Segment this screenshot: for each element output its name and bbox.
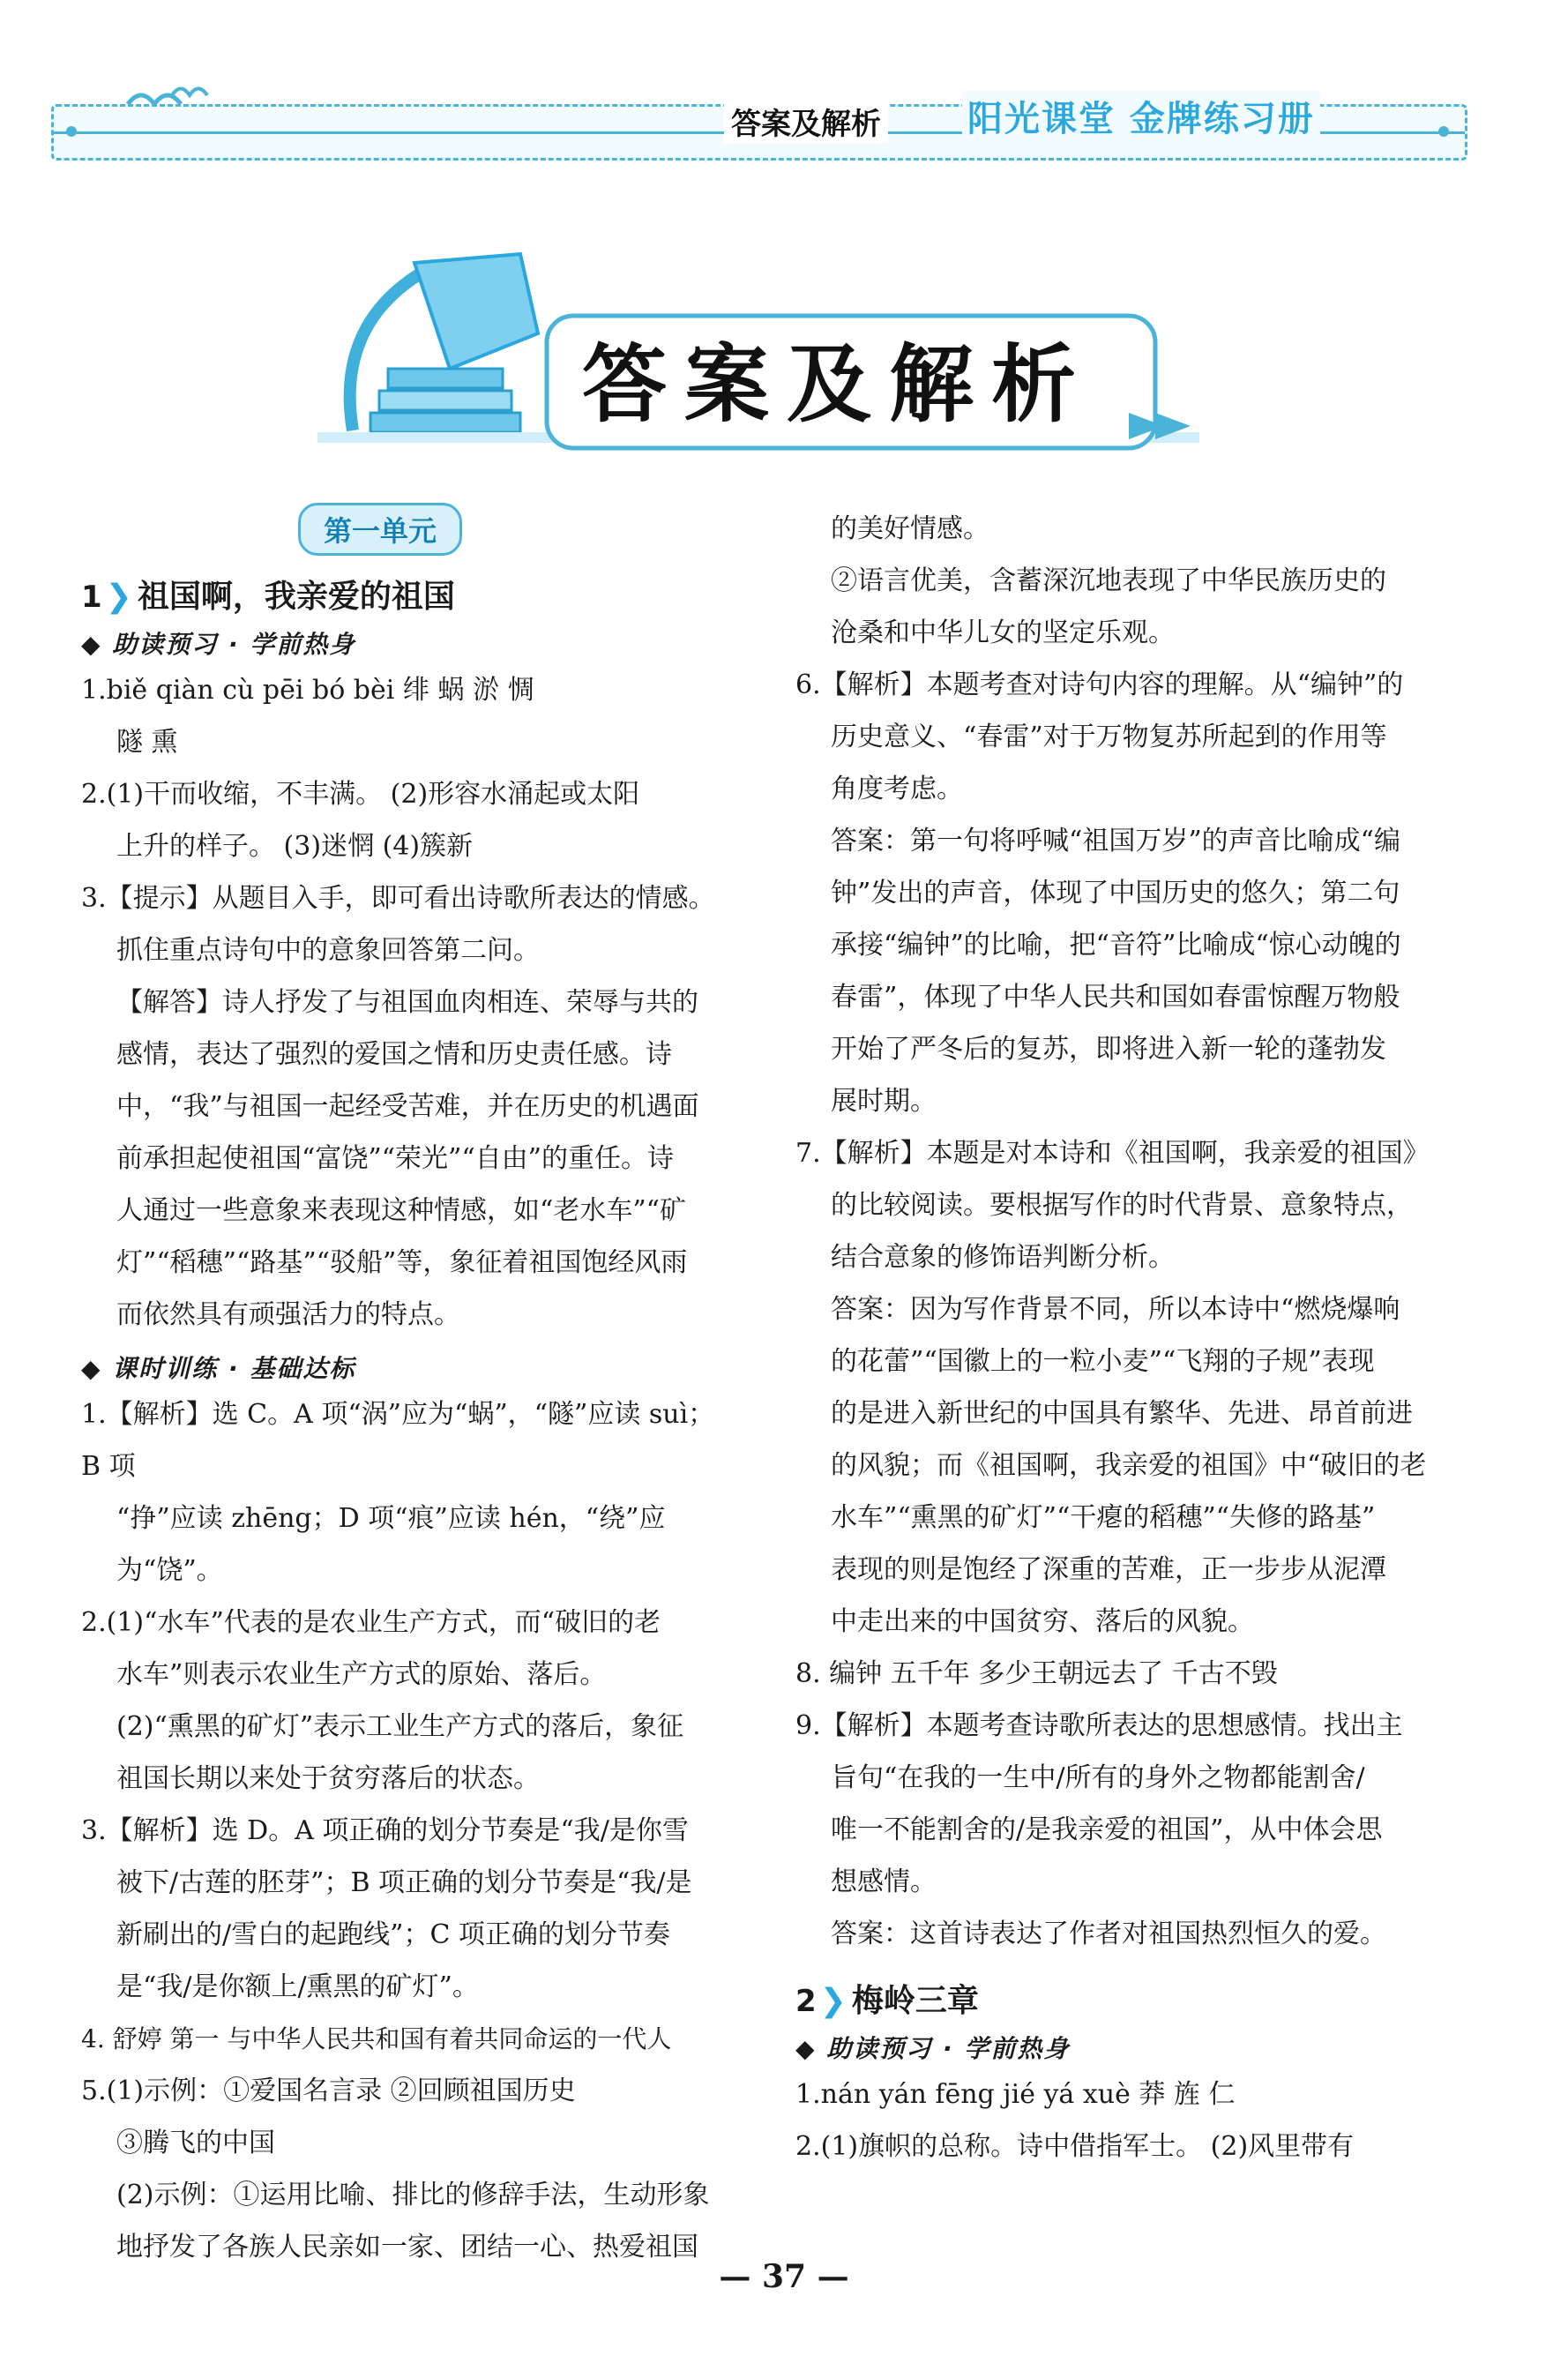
section-heading [81,1350,734,1385]
text-line: 6.【解析】本题考查对诗句内容的理解。从“编钟”的 [795,669,1404,700]
text-line: ③腾飞的中国 [116,2128,275,2158]
text-line: 表现的则是饱经了深重的苦难，正一步步从泥潭 [831,1554,1386,1585]
chevron-right-icon: ❯ [105,579,132,615]
text-line: 【解答】诗人抒发了与祖国血肉相连、荣辱与共的 [116,987,698,1018]
text-line: 水车”则表示农业生产方式的原始、落后。 [116,1659,607,1690]
text-line: 隧 熏 [116,727,178,758]
chevron-right-icon: ❯ [819,1983,847,2019]
text-line: 人通过一些意象来表现这种情感，如“老水车”“矿 [116,1195,687,1226]
text-line: 祖国长期以来处于贫穷落后的状态。 [116,1763,540,1794]
text-line: 7.【解析】本题是对本诗和《祖国啊，我亲爱的祖国》 [795,1138,1430,1169]
diamond-icon: ◆ [795,2034,817,2063]
text-line: 春雷”，体现了中华人民共和国如春雷惊醒万物般 [831,982,1400,1013]
diamond-icon: ◆ [81,1354,102,1383]
text-line: 钟”发出的声音，体现了中国历史的悠久；第二句 [831,878,1400,909]
header-dot [1438,126,1449,137]
text-line: 旨句“在我的一生中/所有的身外之物都能割舍/ [831,1762,1365,1793]
text-line: 前承担起使祖国“富饶”“荣光”“自由”的重任。诗 [116,1143,675,1174]
left-column [81,503,734,2273]
text-line: 答案：第一句将呼喊“祖国万岁”的声音比喻成“编 [831,826,1401,856]
text-line: 灯”“稻穗”“路基”“驳船”等，象征着祖国饱经风雨 [116,1247,688,1278]
text-line: 4. 舒婷 第一 与中华人民共和国有着共同命运的一代人 [81,2024,672,2053]
section-heading-text: 助读预习 · 学前热身 [112,630,356,659]
text-line: 想感情。 [831,1866,937,1897]
text-line: 新刷出的/雪白的起跑线”；C 项正确的划分节奏 [116,1919,670,1950]
text-line: 展时期。 [831,1086,937,1117]
text-line: 3.【解析】选 D。A 项正确的划分节奏是“我/是你雪 [81,1815,689,1846]
text-line: 1.nán yán fēng jié yá xuè 莽 旌 仁 [795,2079,1236,2110]
text-line: 上升的样子。 (3)迷惘 (4)簇新 [116,831,474,862]
text-line: 抓住重点诗句中的意象回答第二问。 [116,935,540,966]
text-line: 的比较阅读。要根据写作的时代背景、意象特点， [831,1190,1413,1221]
text-line: 水车”“熏黑的矿灯”“干瘪的稻穗”“失修的路基” [831,1502,1376,1533]
text-line: “挣”应读 zhēng；D 项“痕”应读 hén，“绕”应为“饶”。 [116,1503,666,1586]
page-header [51,99,1467,161]
text-line: 1.【解析】选 C。A 项“涡”应为“蜗”，“隧”应读 suì；B 项 [81,1399,715,1482]
lesson-heading [81,572,734,617]
lesson-heading [795,1976,1475,2021]
text-line: 唯一不能割舍的/是我亲爱的祖国”，从中体会思 [831,1814,1383,1845]
text-line: 答案：这首诗表达了作者对祖国热烈恒久的爱。 [831,1918,1386,1949]
header-dot [66,126,77,137]
text-line: 感情，表达了强烈的爱国之情和历史责任感。诗 [116,1039,672,1070]
text-line: 结合意象的修饰语判断分析。 [831,1242,1175,1273]
text-line: 开始了严冬后的复苏，即将进入新一轮的蓬勃发 [831,1034,1386,1065]
lesson-title: 梅岭三章 [851,1983,979,2019]
lesson-number: 1 [81,580,102,615]
text-line: 3.【提示】从题目入手，即可看出诗歌所表达的情感。 [81,883,715,914]
section-heading [81,625,734,661]
text-line: 1.biě qiàn cù pēi bó bèi 绯 蜗 淤 惆 [81,675,534,706]
text-line: 中，“我”与祖国一起经受苦难，并在历史的机遇面 [116,1091,699,1122]
text-line: 的美好情感。 [831,513,989,544]
text-line: 8. 编钟 五千年 多少王朝远去了 千古不毁 [795,1658,1278,1689]
text-line: 而依然具有顽强活力的特点。 [116,1299,460,1330]
lesson-number: 2 [795,1984,817,2019]
banner-title: 答案及解析 [582,335,1094,434]
text-line: ②语言优美，含蓄深沉地表现了中华民族历史的 [831,565,1386,596]
header-section-title: 答案及解析 [724,100,888,143]
page-number: — 37 — [719,2258,849,2295]
unit-badge: 第一单元 [298,503,462,556]
text-line: 的是进入新世纪的中国具有繁华、先进、昂首前进 [831,1398,1413,1429]
lesson-title: 祖国啊，我亲爱的祖国 [137,579,455,615]
text-line: 角度考虑。 [831,774,963,804]
text-line: (2)“熏黑的矿灯”表示工业生产方式的落后，象征 [116,1711,684,1742]
header-brand: 阳光课堂 金牌练习册 [962,91,1320,141]
section-heading-text: 助读预习 · 学前热身 [826,2034,1071,2063]
section-heading-text: 课时训练 · 基础达标 [112,1354,356,1383]
text-line: 是“我/是你额上/熏黑的矿灯”。 [116,1971,479,2002]
text-line: 历史意义、“春雷”对于万物复苏所起到的作用等 [831,722,1387,752]
text-line: 的风貌；而《祖国啊，我亲爱的祖国》中“破旧的老 [831,1450,1427,1481]
text-line: (2)示例：①运用比喻、排比的修辞手法，生动形象 [116,2180,710,2210]
text-line: 2.(1)旗帜的总称。诗中借指军士。 (2)风里带有 [795,2131,1355,2162]
right-column [795,503,1475,2173]
text-line: 2.(1)干而收缩，不丰满。 (2)形容水涌起或太阳 [81,779,640,810]
text-line: 答案：因为写作背景不同，所以本诗中“燃烧爆响 [831,1294,1400,1325]
text-line: 2.(1)“水车”代表的是农业生产方式，而“破旧的老 [81,1607,661,1638]
text-line: 9.【解析】本题考查诗歌所表达的思想感情。找出主 [795,1710,1403,1741]
text-line: 中走出来的中国贫穷、落后的风貌。 [831,1606,1254,1637]
section-heading [795,2030,1475,2065]
diamond-icon: ◆ [81,630,102,659]
text-line: 的花蕾”“国徽上的一粒小麦”“飞翔的子规”表现 [831,1346,1375,1377]
text-line: 沧桑和中华儿女的坚定乐观。 [831,617,1175,648]
text-line: 承接“编钟”的比喻，把“音符”比喻成“惊心动魄的 [831,930,1401,961]
text-line: 5.(1)示例：①爱国名言录 ②回顾祖国历史 [81,2076,576,2106]
text-line: 地抒发了各族人民亲如一家、团结一心、热爱祖国 [116,2232,698,2263]
text-line: 被下/古莲的胚芽”；B 项正确的划分节奏是“我/是 [116,1867,692,1898]
